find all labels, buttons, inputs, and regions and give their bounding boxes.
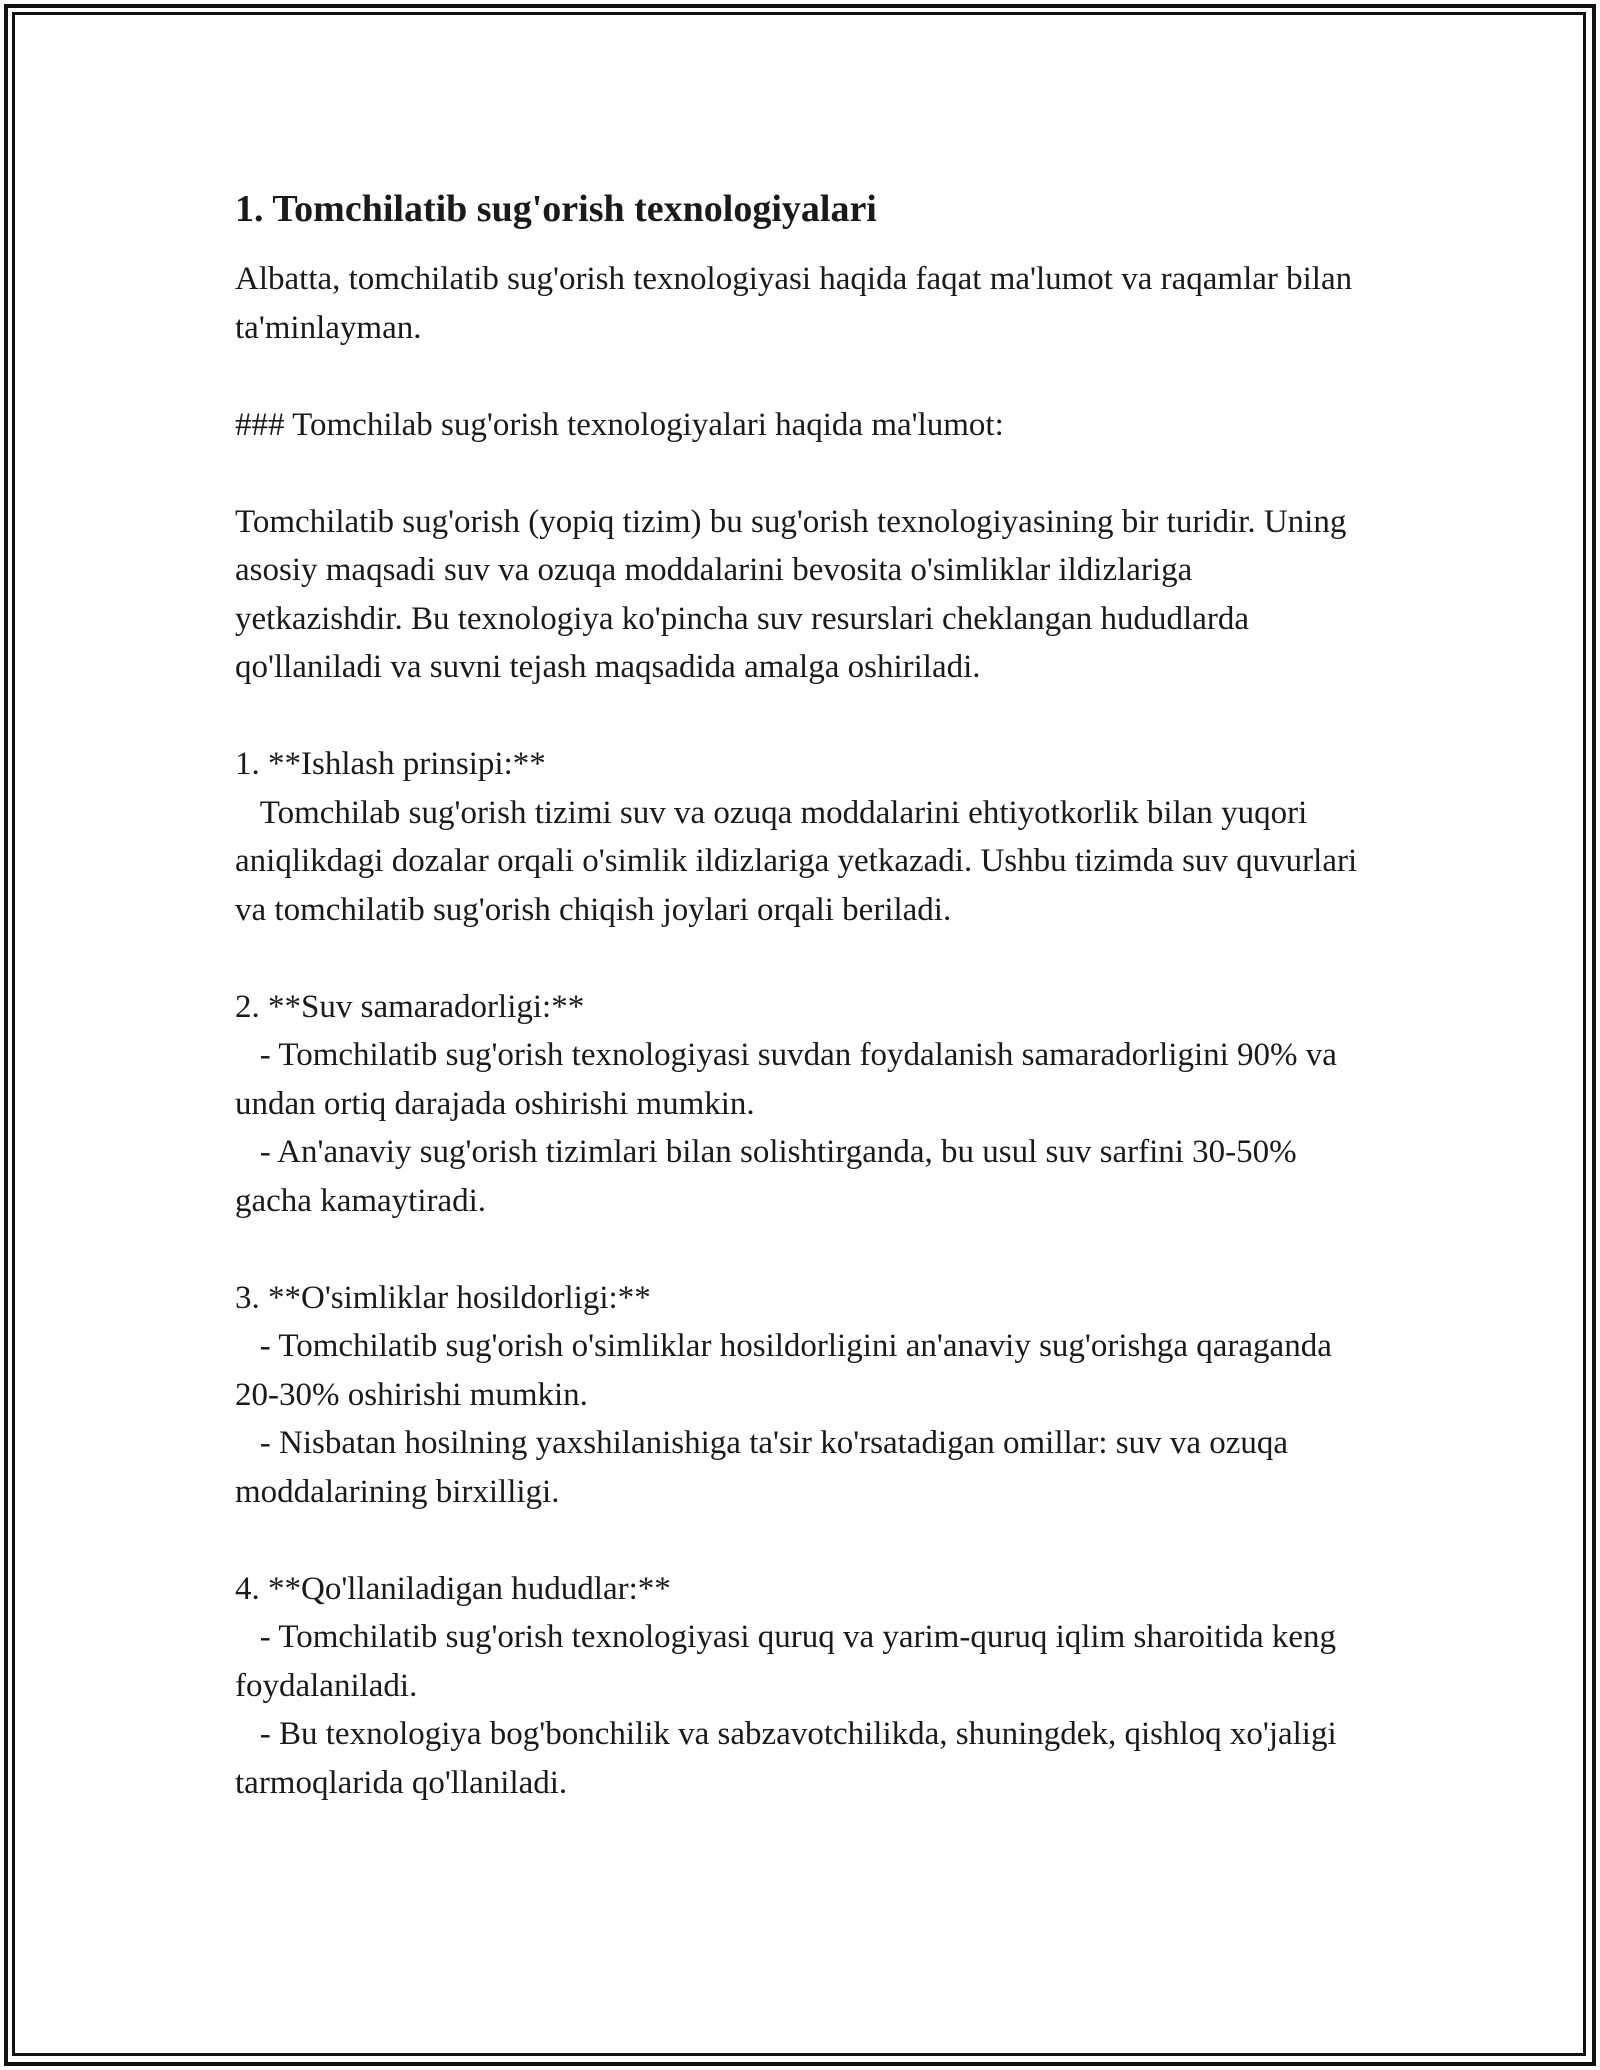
section-2-line-2: - An'anaviy sug'orish tizimlari bilan solishtirganda, bu usul suv sarfini 30-50% gacha kamaytiradi. xyxy=(235,1134,1305,1219)
spacer xyxy=(235,449,1360,498)
spacer xyxy=(235,1516,1360,1565)
spacer xyxy=(235,692,1360,741)
spacer xyxy=(235,352,1360,401)
subheading-line: ### Tomchilab sug'orish texnologiyalari haqida ma'lumot: xyxy=(235,406,1004,443)
section-3-line-1: - Tomchilatib sug'orish o'simliklar hosildorligini an'anaviy sug'orishga qaraganda 20-30% oshirishi mumkin. xyxy=(235,1328,1341,1413)
section-4-line-1: - Tomchilatib sug'orish texnologiyasi quruq va yarim-quruq iqlim sharoitida keng foydalaniladi. xyxy=(235,1619,1345,1704)
description-paragraph: Tomchilatib sug'orish (yopiq tizim) bu sug'orish texnologiyasining bir turidir. Uning asosiy maqsadi suv va ozuqa moddalarini bevosita o'simliklar ildizlariga yetkazishdir. Bu texnologiya ko'pincha suv resurslari cheklangan hududlarda qo'llaniladi va suvni tejash maqsadida amalga oshiriladi. xyxy=(235,503,1355,685)
section-heading-3: 3. **O'simliklar hosildorligi:** xyxy=(235,1279,651,1316)
spacer xyxy=(235,1225,1360,1274)
section-2-line-1: - Tomchilatib sug'orish texnologiyasi suvdan foydalanish samaradorligini 90% va undan ortiq darajada oshirishi mumkin. xyxy=(235,1037,1346,1122)
document-body xyxy=(235,185,1366,1807)
section-4-line-2: - Bu texnologiya bog'bonchilik va sabzavotchilikda, shuningdek, qishloq xo'jaligi tarmoqlarida qo'llaniladi. xyxy=(235,1716,1345,1801)
document-title: 1. Tomchilatib sug'orish texnologiyalari xyxy=(235,188,877,230)
section-heading-1: 1. **Ishlash prinsipi:** xyxy=(235,746,546,782)
section-1-line-1: Tomchilab sug'orish tizimi suv va ozuqa moddalarini ehtiyotkorlik bilan yuqori aniqlikdagi dozalar orqali o'simlik ildizlariga yetkazadi. Ushbu tizimda suv quvurlari va tomchilatib sug'orish chiqish joylari orqali beriladi. xyxy=(235,794,1366,928)
section-heading-2: 2. **Suv samaradorligi:** xyxy=(235,988,585,1025)
section-heading-4: 4. **Qo'llaniladigan hududlar:** xyxy=(235,1570,671,1607)
intro-paragraph: Albatta, tomchilatib sug'orish texnologiyasi haqida faqat ma'lumot va raqamlar bilan ta'minlayman. xyxy=(235,261,1361,346)
spacer xyxy=(235,934,1360,983)
section-3-line-2: - Nisbatan hosilning yaxshilanishiga ta'sir ko'rsatadigan omillar: suv va ozuqa moddalarining birxilligi. xyxy=(235,1425,1297,1510)
